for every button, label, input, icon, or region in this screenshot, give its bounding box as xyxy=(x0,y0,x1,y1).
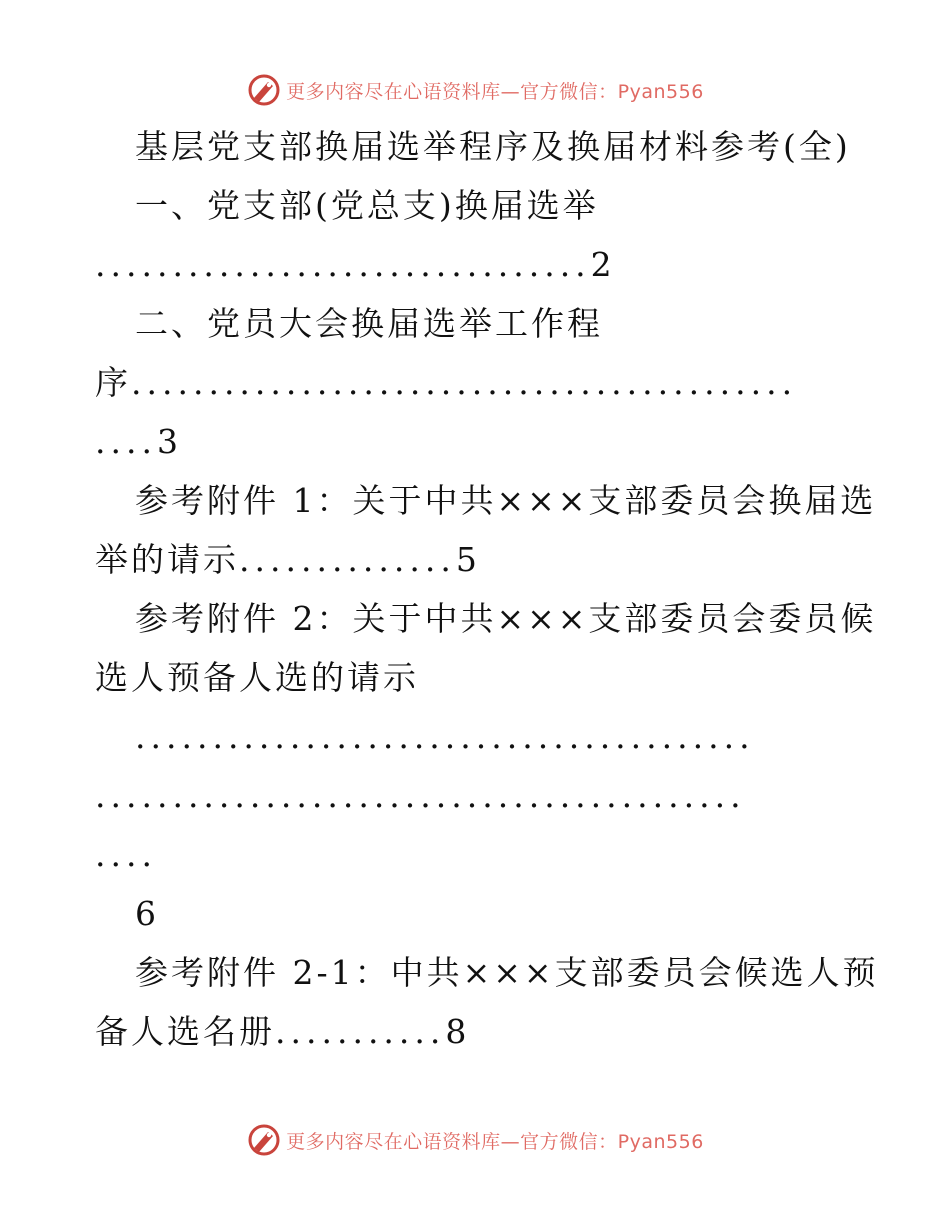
toc-entry-5-page: 8 xyxy=(445,1012,470,1051)
watermark-text: 更多内容尽在心语资料库—官方微信：Pyan556 xyxy=(286,80,704,103)
watermark-footer xyxy=(0,1120,950,1160)
toc-entry-4-cont: 选人预备人选的请示 xyxy=(95,658,419,697)
toc-entry-5-cont: 备人选名册...........8 xyxy=(95,1012,470,1051)
toc-entry-4-leader-1: ........................................ xyxy=(135,717,755,756)
pen-logo-icon xyxy=(246,72,282,108)
toc-entry-2-cont: 序........................................... xyxy=(95,363,798,402)
toc-entry-4-leader-2: .......................................... xyxy=(95,776,746,815)
page-title: 基层党支部换届选举程序及换届材料参考(全) xyxy=(135,127,851,166)
toc-entry-1-page: 2 xyxy=(590,245,615,284)
pen-logo-icon xyxy=(246,1122,282,1158)
toc-entry-1-text: 一、党支部(党总支)换届选举 xyxy=(135,186,599,225)
toc-entry-1-leader: ................................2 xyxy=(95,245,615,284)
toc-entry-2-leader: ....3 xyxy=(95,422,181,461)
toc-entry-2-page: 3 xyxy=(156,422,181,461)
toc-entry-4-text: 参考附件 2：关于中共×××支部委员会委员候 xyxy=(135,599,877,638)
watermark-header xyxy=(0,70,950,110)
watermark-text: 更多内容尽在心语资料库—官方微信：Pyan556 xyxy=(286,1130,704,1153)
toc-entry-4-page: 6 xyxy=(135,894,159,933)
toc-entry-3-text: 参考附件 1：关于中共×××支部委员会换届选 xyxy=(135,481,877,520)
toc-entry-4-leader-3: .... xyxy=(95,835,157,874)
toc-entry-5-text: 参考附件 2-1：中共×××支部委员会候选人预 xyxy=(135,953,879,992)
toc-entry-2-text: 二、党员大会换届选举工作程 xyxy=(135,304,603,343)
toc-entry-3-cont: 举的请示..............5 xyxy=(95,540,480,579)
toc-entry-3-page: 5 xyxy=(455,540,480,579)
